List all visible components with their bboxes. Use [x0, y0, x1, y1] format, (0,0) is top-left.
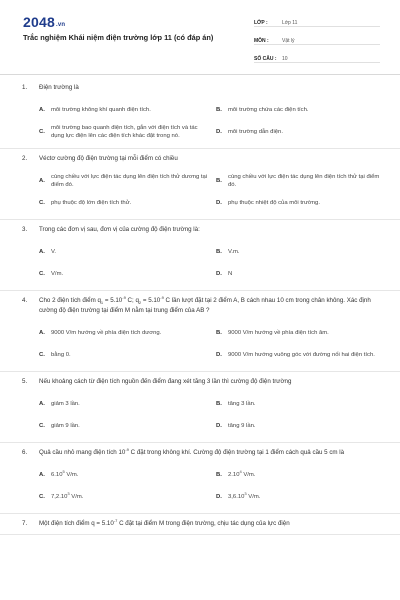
question-line: [22, 154, 380, 164]
option-letter: D.: [216, 422, 222, 429]
answer-option[interactable]: [39, 393, 212, 415]
question-number: 2.: [22, 155, 28, 162]
meta-label: LỚP :: [254, 20, 268, 26]
option-letter: C.: [39, 128, 45, 135]
option-text: 2.10$^4$ V/m.: [228, 468, 256, 478]
meta-row-class: [254, 13, 380, 27]
answer-option[interactable]: [39, 170, 212, 192]
option-letter: C.: [39, 270, 45, 277]
option-letter: B.: [216, 400, 222, 407]
option-text: V/m.: [51, 270, 64, 277]
option-letter: B.: [216, 471, 222, 478]
option-text: V.: [51, 248, 57, 255]
answer-option[interactable]: [39, 486, 212, 508]
option-letter: A.: [39, 329, 45, 336]
option-text: N: [228, 270, 233, 277]
site-logo[interactable]: [23, 14, 65, 30]
question-item: [0, 514, 400, 535]
option-letter: B.: [216, 106, 222, 113]
question-text: Véctơ cường độ điện trường tại mỗi điểm có chiều: [39, 155, 178, 162]
option-text: 3,6.10$^3$ V/m.: [228, 490, 261, 500]
answer-option[interactable]: [216, 241, 389, 263]
option-text: 9000 V/m hướng vuông góc với đường nối hai điện tích.: [228, 351, 375, 358]
option-letter: C.: [39, 422, 45, 429]
answer-option[interactable]: [216, 121, 389, 143]
answer-option[interactable]: [216, 415, 389, 437]
answer-option[interactable]: [216, 486, 389, 508]
option-letter: C.: [39, 199, 45, 206]
option-letter: A.: [39, 177, 45, 184]
meta-value: Vật lý: [282, 38, 295, 44]
answer-option[interactable]: [39, 464, 212, 486]
meta-label: SỐ CÂU :: [254, 56, 277, 62]
logo-suffix: .vn: [55, 22, 66, 28]
option-letter: B.: [216, 329, 222, 336]
option-letter: A.: [39, 248, 45, 255]
question-line: [22, 448, 380, 458]
option-text: V.m.: [228, 248, 240, 255]
answer-option[interactable]: [216, 322, 389, 344]
question-line: [22, 83, 380, 93]
question-text: Một điện tích điểm $q = 5.10^{-7}$ C đặt tại điểm M trong điện trường, chịu tác dụng của lực điện: [39, 517, 290, 527]
question-line: [22, 225, 380, 235]
option-text: tăng 3 lần.: [228, 400, 256, 407]
question-number: 7.: [22, 520, 28, 527]
question-item: [0, 291, 400, 372]
option-letter: A.: [39, 400, 45, 407]
page-header: [0, 0, 400, 75]
question-number: 4.: [22, 297, 28, 304]
question-item: [0, 443, 400, 514]
question-text: Điện trường là: [39, 84, 79, 91]
option-letter: D.: [216, 351, 222, 358]
option-text: cùng chiều với lực điện tác dụng lên điện tích thử dương tại điểm đó.: [51, 173, 208, 188]
answer-option[interactable]: [216, 99, 389, 121]
option-letter: C.: [39, 351, 45, 358]
document-title: Trắc nghiệm Khái niệm điện trường lớp 11 (có đáp án): [23, 33, 214, 42]
question-line: [22, 296, 380, 316]
option-text: môi trường chứa các điện tích.: [228, 106, 309, 113]
question-item: [0, 220, 400, 291]
answer-options: [22, 393, 380, 437]
answer-option[interactable]: [39, 241, 212, 263]
meta-row-count: [254, 49, 380, 63]
option-text: cùng chiều với lực điện tác dụng lên điện tích thử tại điểm đó.: [228, 173, 380, 188]
question-item: [0, 372, 400, 443]
answer-option[interactable]: [216, 344, 389, 366]
question-item: [0, 78, 400, 149]
question-line: [22, 377, 380, 387]
option-text: 9000 V/m hướng về phía điện tích âm.: [228, 329, 329, 336]
option-letter: D.: [216, 493, 222, 500]
option-letter: D.: [216, 270, 222, 277]
answer-option[interactable]: [216, 192, 389, 214]
question-number: 5.: [22, 378, 28, 385]
option-letter: C.: [39, 493, 45, 500]
answer-option[interactable]: [39, 121, 212, 143]
answer-option[interactable]: [39, 344, 212, 366]
meta-value: 10: [282, 56, 288, 62]
answer-options: [22, 464, 380, 508]
option-letter: A.: [39, 106, 45, 113]
option-letter: B.: [216, 248, 222, 255]
question-text: Quả cầu nhỏ mang điện tích $10^{-9}$ C đặt trong không khí. Cường độ điện trường tại 1 điểm cách quả cầu 5 cm là: [39, 446, 345, 456]
meta-row-subject: [254, 31, 380, 45]
logo-text: 2048: [23, 14, 55, 30]
question-text: Nếu khoảng cách từ điện tích nguồn đến điểm đang xét tăng 3 lần thì cường độ điện trường: [39, 378, 292, 385]
option-text: môi trường không khí quanh điện tích.: [51, 106, 151, 113]
answer-option[interactable]: [39, 99, 212, 121]
question-item: [0, 149, 400, 220]
option-text: 7,2.10$^3$ V/m.: [51, 490, 84, 500]
question-line: [22, 519, 380, 529]
answer-option[interactable]: [216, 393, 389, 415]
meta-label: MÔN :: [254, 38, 269, 44]
option-letter: D.: [216, 199, 222, 206]
answer-option[interactable]: [216, 263, 389, 285]
question-number: 3.: [22, 226, 28, 233]
question-number: 1.: [22, 84, 28, 91]
question-text: Trong các đơn vị sau, đơn vị của cường độ điện trường là:: [39, 226, 200, 233]
option-letter: A.: [39, 471, 45, 478]
answer-option[interactable]: [39, 322, 212, 344]
question-text: Cho 2 điện tích điểm $q_1 = 5.10^{-9}$ C; $q_2 = 5.10^{-9}$ C lần lượt đặt tại 2 điểm A, B cách nhau 10 cm trong chân không. Xác định cường độ điện trường tại điểm M nằm tại trung điểm của AB ?: [39, 294, 371, 314]
question-list: [0, 78, 400, 535]
option-text: giảm 3 lần.: [51, 400, 80, 407]
option-letter: B.: [216, 177, 222, 184]
answer-option[interactable]: [39, 263, 212, 285]
option-letter: D.: [216, 128, 222, 135]
answer-options: [22, 99, 380, 143]
meta-value: Lớp 11: [282, 20, 298, 26]
answer-option[interactable]: [216, 464, 389, 486]
answer-options: [22, 170, 380, 214]
option-text: tăng 9 lần.: [228, 422, 256, 429]
option-text: 6.10$^5$ V/m.: [51, 468, 79, 478]
option-text: môi trường dẫn điện.: [228, 128, 283, 135]
meta-info: [254, 13, 380, 67]
option-text: 9000 V/m hướng về phía điện tích dương.: [51, 329, 162, 336]
option-text: phụ thuộc nhiệt độ của môi trường.: [228, 199, 320, 206]
answer-option[interactable]: [39, 192, 212, 214]
answer-options: [22, 322, 380, 366]
answer-option[interactable]: [39, 415, 212, 437]
option-text: môi trường bao quanh điện tích, gắn với điện tích và tác dụng lực điện lên các điện tích khác đặt trong nó.: [51, 124, 198, 139]
option-text: phụ thuộc độ lớn điện tích thử.: [51, 199, 132, 206]
option-text: giảm 9 lần.: [51, 422, 80, 429]
answer-options: [22, 241, 380, 285]
option-text: bằng 0.: [51, 351, 71, 358]
question-number: 6.: [22, 449, 28, 456]
answer-option[interactable]: [216, 170, 389, 192]
